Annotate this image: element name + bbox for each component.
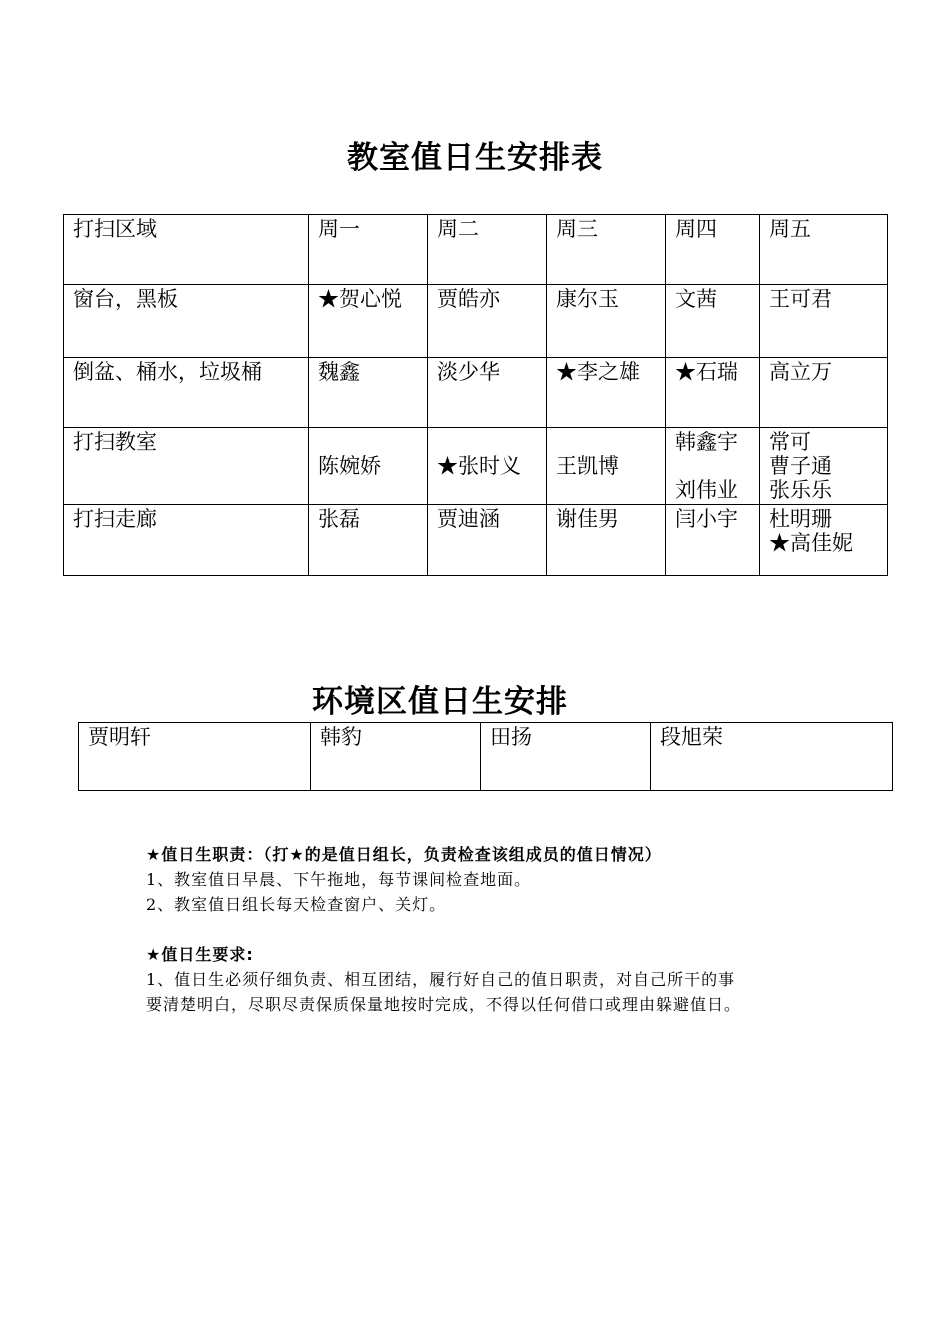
env-cell: 段旭荣 [651, 723, 893, 791]
env-section-title: 环境区值日生安排 [312, 684, 568, 720]
cell-wed: 谢佳男 [547, 505, 666, 576]
requirements-heading: ★值日生要求: [146, 945, 254, 964]
duties-heading: ★值日生职责：（打★的是值日组长，负责检查该组成员的值日情况） [146, 845, 662, 864]
cell-thu: 文茜 [666, 285, 760, 358]
requirement-item: 要清楚明白，尽职尽责保质保量地按时完成，不得以任何借口或理由躲避值日。 [146, 995, 742, 1014]
duty-item: 2、教室值日组长每天检查窗户、关灯。 [146, 895, 447, 914]
header-mon: 周一 [309, 215, 428, 285]
env-duty-table [78, 722, 893, 791]
cell-name: ★高佳妮 [769, 531, 853, 555]
requirement-item: 1、值日生必须仔细负责、相互团结，履行好自己的值日职责，对自己所干的事 [146, 970, 736, 989]
table-row [64, 358, 888, 428]
table-row [64, 428, 888, 505]
duty-schedule-table [63, 214, 888, 576]
cell-fri [760, 505, 888, 576]
cell-wed: 王凯博 [547, 428, 666, 505]
env-cell: 贾明轩 [79, 723, 311, 791]
table-row [64, 505, 888, 576]
cell-tue: 贾皓亦 [428, 285, 547, 358]
cell-wed: 康尔玉 [547, 285, 666, 358]
cell-tue: 贾迪涵 [428, 505, 547, 576]
cell-name: 曹子通 [769, 454, 832, 478]
header-thu: 周四 [666, 215, 760, 285]
env-cell: 田扬 [481, 723, 651, 791]
header-area: 打扫区域 [64, 215, 309, 285]
cell-tue: 淡少华 [428, 358, 547, 428]
cell-name: 韩鑫宇 [675, 430, 738, 454]
header-fri: 周五 [760, 215, 888, 285]
table-header-row [64, 215, 888, 285]
table-row [64, 285, 888, 358]
cell-thu [666, 428, 760, 505]
notes-section [146, 842, 846, 1017]
header-tue: 周二 [428, 215, 547, 285]
cell-mon: 张磊 [309, 505, 428, 576]
table-row [79, 723, 893, 791]
page-title: 教室值日生安排表 [347, 140, 603, 176]
cell-name: 刘伟业 [675, 478, 738, 502]
row-area: 打扫教室 [64, 428, 309, 505]
cell-name: 杜明珊 [769, 507, 832, 531]
cell-mon: ★贺心悦 [309, 285, 428, 358]
cell-fri [760, 428, 888, 505]
header-wed: 周三 [547, 215, 666, 285]
row-area: 倒盆、桶水，垃圾桶 [64, 358, 309, 428]
row-area: 窗台，黑板 [64, 285, 309, 358]
cell-tue: ★张时义 [428, 428, 547, 505]
cell-mon: 陈婉娇 [309, 428, 428, 505]
cell-wed: ★李之雄 [547, 358, 666, 428]
env-cell: 韩豹 [311, 723, 481, 791]
row-area: 打扫走廊 [64, 505, 309, 576]
cell-fri: 高立万 [760, 358, 888, 428]
cell-thu: ★石瑞 [666, 358, 760, 428]
cell-fri: 王可君 [760, 285, 888, 358]
cell-name: 张乐乐 [769, 478, 832, 502]
cell-mon: 魏鑫 [309, 358, 428, 428]
cell-name: 常可 [769, 430, 811, 454]
duty-item: 1、教室值日早晨、下午拖地，每节课间检查地面。 [146, 870, 532, 889]
cell-thu: 闫小宇 [666, 505, 760, 576]
